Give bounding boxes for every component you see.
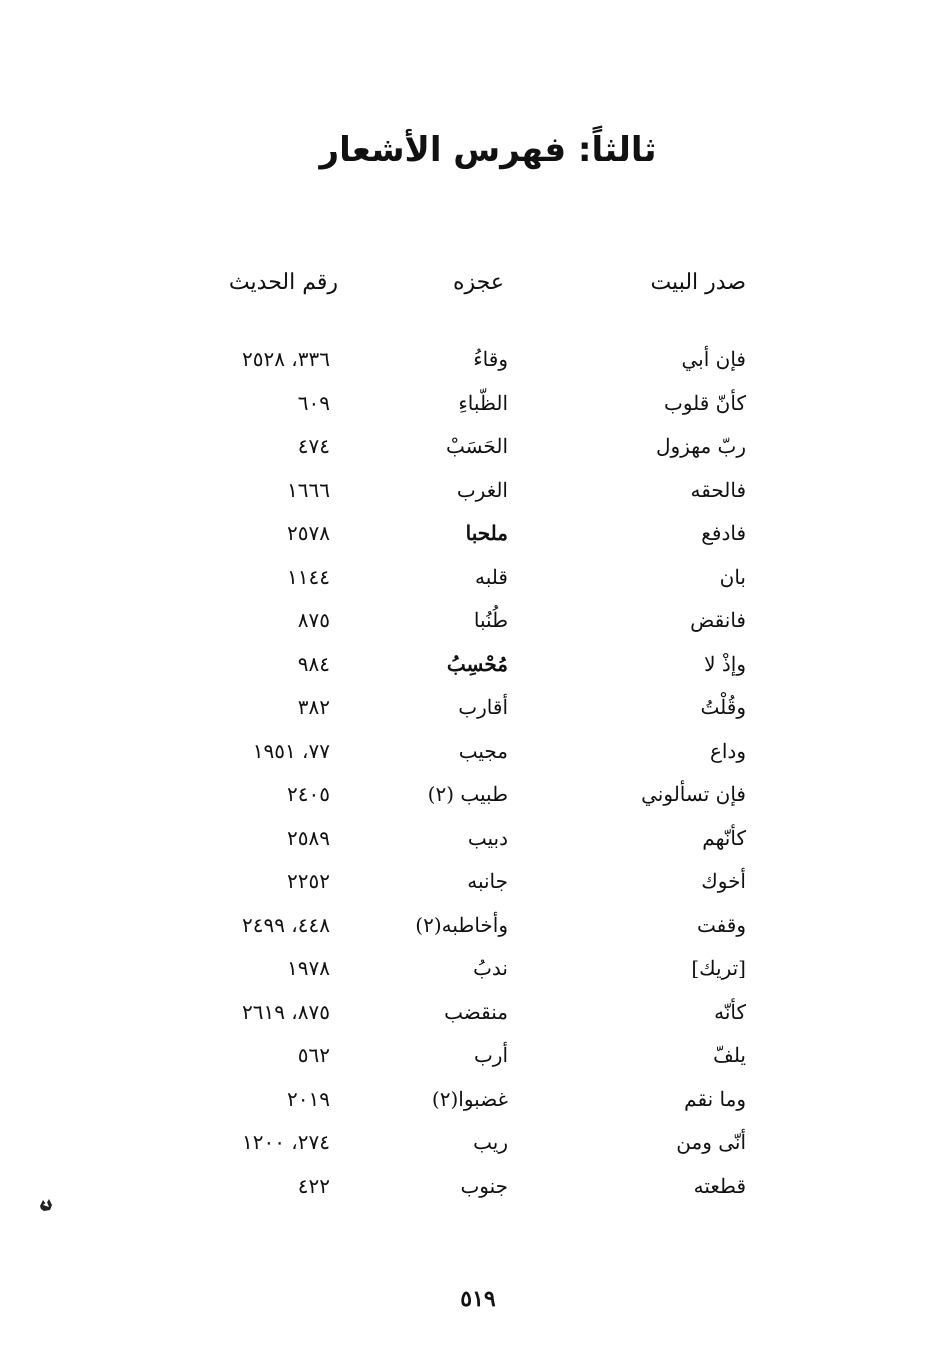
verse-start: قطعته <box>693 1173 746 1198</box>
verse-end: منقضب <box>444 999 508 1024</box>
table-row <box>0 1125 936 1169</box>
table-row <box>0 560 936 604</box>
verse-end: ملحبا <box>465 521 508 545</box>
verse-start: أنّى ومن <box>676 1130 746 1154</box>
hadith-number: ٨٧٥ <box>297 608 330 632</box>
table-row <box>0 342 936 386</box>
verse-end: مجيب <box>458 738 508 763</box>
table-header <box>0 270 936 306</box>
header-hadith-number: رقم الحديث <box>228 270 338 295</box>
verse-end: مُحْسِبُ <box>446 651 508 676</box>
verse-end: طبيب (٢) <box>427 782 508 806</box>
verse-start: أخوك <box>701 869 746 893</box>
verse-start: كأنّه <box>714 999 746 1024</box>
hadith-number: ٢٥٧٨ <box>287 521 330 545</box>
verse-end: الغرب <box>456 477 508 502</box>
hadith-number: ٣٨٢ <box>297 695 330 719</box>
verse-end: قلبه <box>475 564 508 589</box>
verse-start: فانقض <box>690 608 746 632</box>
table-row <box>0 908 936 952</box>
verse-end: وأخاطبه(٢) <box>415 912 508 937</box>
verse-start: فإن أبي <box>681 347 746 371</box>
ink-smudge-mark <box>38 1198 54 1212</box>
hadith-number: ٦٠٩ <box>297 390 330 415</box>
table-row <box>0 647 936 691</box>
verse-end: غضبوا(٢) <box>431 1086 508 1111</box>
verse-end: أرب <box>473 1043 508 1067</box>
table-row <box>0 1169 936 1213</box>
verse-end: دبيب <box>467 825 508 850</box>
verse-start: وما نقم <box>684 1086 746 1111</box>
table-row <box>0 1038 936 1082</box>
verse-start: فادفع <box>701 521 746 545</box>
verse-start: فإن تسألوني <box>641 782 746 806</box>
verse-start: وقفت <box>697 912 746 937</box>
table-row <box>0 734 936 778</box>
verse-end: وقاءُ <box>473 347 508 371</box>
table-row <box>0 429 936 473</box>
table-row <box>0 995 936 1039</box>
table-row <box>0 864 936 908</box>
table-row <box>0 777 936 821</box>
page-title: ثالثاً: فهرس الأشعار <box>319 130 657 170</box>
table-row <box>0 603 936 647</box>
hadith-number: ٣٣٦، ٢٥٢٨ <box>241 347 330 371</box>
page-number: ٥١٩ <box>460 1286 496 1312</box>
verse-end: جانبه <box>467 869 508 893</box>
hadith-number: ١٩٧٨ <box>287 956 330 980</box>
hadith-number: ٤٤٨، ٢٤٩٩ <box>241 912 330 937</box>
verse-start: فالحقه <box>690 477 746 502</box>
table-row <box>0 690 936 734</box>
verse-end: أقارب <box>458 695 508 719</box>
verse-end: ندبُ <box>473 956 508 980</box>
hadith-number: ٧٧، ١٩٥١ <box>252 738 330 763</box>
hadith-number: ٤٧٤ <box>297 434 330 458</box>
hadith-number: ٢٤٠٥ <box>287 782 330 806</box>
hadith-number: ٢٢٥٢ <box>287 869 330 893</box>
hadith-number: ٥٦٢ <box>297 1043 330 1067</box>
verse-end: ريب <box>473 1130 508 1154</box>
hadith-number: ٢٥٨٩ <box>287 825 330 850</box>
header-verse-start: صدر البيت <box>650 270 746 295</box>
table-row <box>0 1082 936 1126</box>
hadith-number: ١٦٦٦ <box>287 477 330 502</box>
hadith-number: ٢٧٤، ١٢٠٠ <box>241 1130 330 1154</box>
hadith-number: ١١٤٤ <box>287 564 330 589</box>
table-row <box>0 951 936 995</box>
verse-start: وإذْ لا <box>704 651 746 676</box>
hadith-number: ٨٧٥، ٢٦١٩ <box>241 999 330 1024</box>
hadith-number: ٤٢٢ <box>297 1173 330 1198</box>
verse-end: جنوب <box>460 1173 508 1198</box>
verse-start: وداع <box>709 738 746 763</box>
verse-start: [تريك] <box>691 956 746 980</box>
header-verse-end: عجزه <box>453 270 504 295</box>
verse-start: بان <box>719 564 746 589</box>
table-row <box>0 473 936 517</box>
verse-start: يلفّ <box>713 1043 746 1067</box>
hadith-number: ٩٨٤ <box>297 651 330 676</box>
verse-start: وقُلْتُ <box>700 695 746 719</box>
verse-start: كأنّ قلوب <box>663 390 746 415</box>
verse-start: ربّ مهزول <box>656 434 746 458</box>
table-row <box>0 386 936 430</box>
verse-start: كأنّهم <box>702 825 746 850</box>
verse-end: الظّباءِ <box>458 390 508 415</box>
poetry-index-list <box>0 342 936 1212</box>
table-row <box>0 821 936 865</box>
table-row <box>0 516 936 560</box>
hadith-number: ٢٠١٩ <box>287 1086 330 1111</box>
verse-end: الحَسَبْ <box>445 434 508 458</box>
verse-end: طُنُبا <box>473 608 508 632</box>
